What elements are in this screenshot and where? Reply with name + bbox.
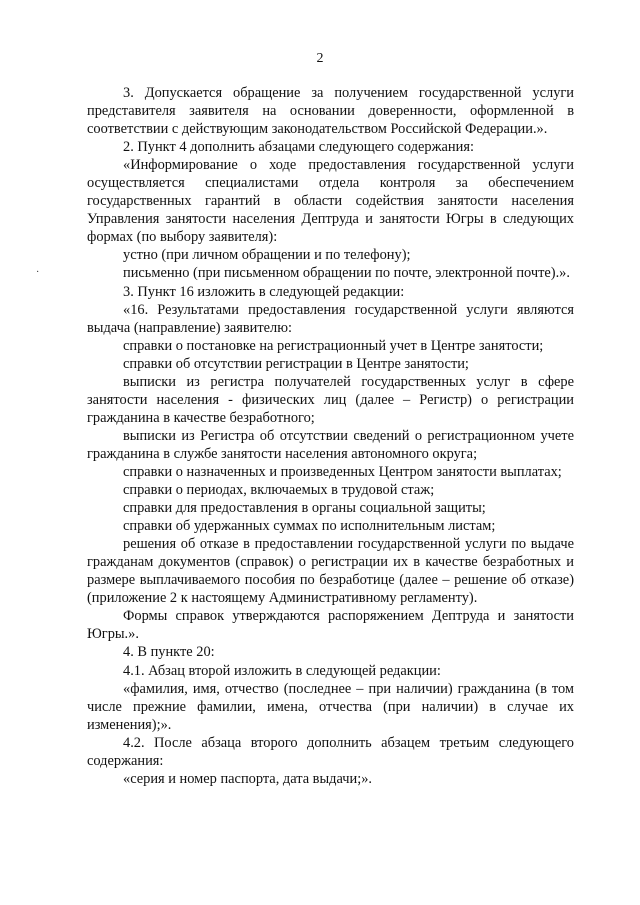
paragraph-4: устно (при личном обращении и по телефону); [123, 247, 411, 264]
paragraph-13: справки о периодах, включаемых в трудовой стаж; [123, 482, 435, 499]
paragraph-11: выписки из Регистра об отсутствии сведений о регистрационном учете гражданина в службе занятости населения автономного округа; [87, 427, 574, 462]
paragraph-10: выписки из регистра получателей государственных услуг в сфере занятости населения - физических лиц (далее – Регистр) о регистрации гражданина в качестве безработного; [87, 373, 574, 426]
paragraph-3: «Информирование о ходе предоставления государственной услуги осуществляется специалистами отдела контроля за обеспечением государственных гарантий в области содействия занятости населения Управления занятости населения Дептруда и занятости Югры в следующих формах (по выбору заявителя): [87, 157, 574, 246]
paragraph-17: Формы справок утверждаются распоряжением Дептруда и занятости Югры.». [87, 608, 574, 643]
paragraph-9: справки об отсутствии регистрации в Центре занятости; [123, 355, 469, 372]
paragraph-15: справки об удержанных суммах по исполнительным листам; [123, 518, 496, 535]
paragraph-19: 4.1. Абзац второй изложить в следующей редакции: [123, 662, 441, 679]
document-body [87, 84, 574, 788]
paragraph-7: «16. Результатами предоставления государственной услуги являются выдача (направление) заявителю: [87, 301, 574, 336]
paragraph-1: 3. Допускается обращение за получением государственной услуги представителя заявителя на основании доверенности, оформленной в соответствии с действующим законодательством Российской Федерации.». [87, 85, 574, 138]
paragraph-21: 4.2. После абзаца второго дополнить абзацем третьим следующего содержания: [87, 734, 574, 769]
paragraph-22: «серия и номер паспорта, дата выдачи;». [123, 770, 373, 787]
paragraph-18: 4. В пункте 20: [123, 644, 215, 661]
paragraph-5: письменно (при письменном обращении по почте, электронной почте).». [123, 265, 570, 282]
paragraph-16: решения об отказе в предоставлении государственной услуги по выдаче гражданам документов (справок) о регистрации их в качестве безработных и размере выплачиваемого пособия по безработице (далее – решение об отказе) (приложение 2 к настоящему Административному регламенту). [87, 536, 574, 607]
paragraph-6: 3. Пункт 16 изложить в следующей редакции: [123, 283, 405, 300]
page-number: 2 [316, 51, 324, 66]
paragraph-2: 2. Пункт 4 дополнить абзацами следующего содержания: [123, 139, 474, 156]
paragraph-8: справки о постановке на регистрационный учет в Центре занятости; [123, 337, 544, 354]
paragraph-20: «фамилия, имя, отчество (последнее – при наличии) гражданина (в том числе прежние фамилии, имена, отчества (при наличии) в случае их изменения);». [87, 680, 574, 733]
paragraph-12: справки о назначенных и произведенных Центром занятости выплатах; [123, 463, 562, 480]
stray-mark: · [36, 267, 40, 278]
paragraph-14: справки для предоставления в органы социальной защиты; [123, 500, 486, 517]
